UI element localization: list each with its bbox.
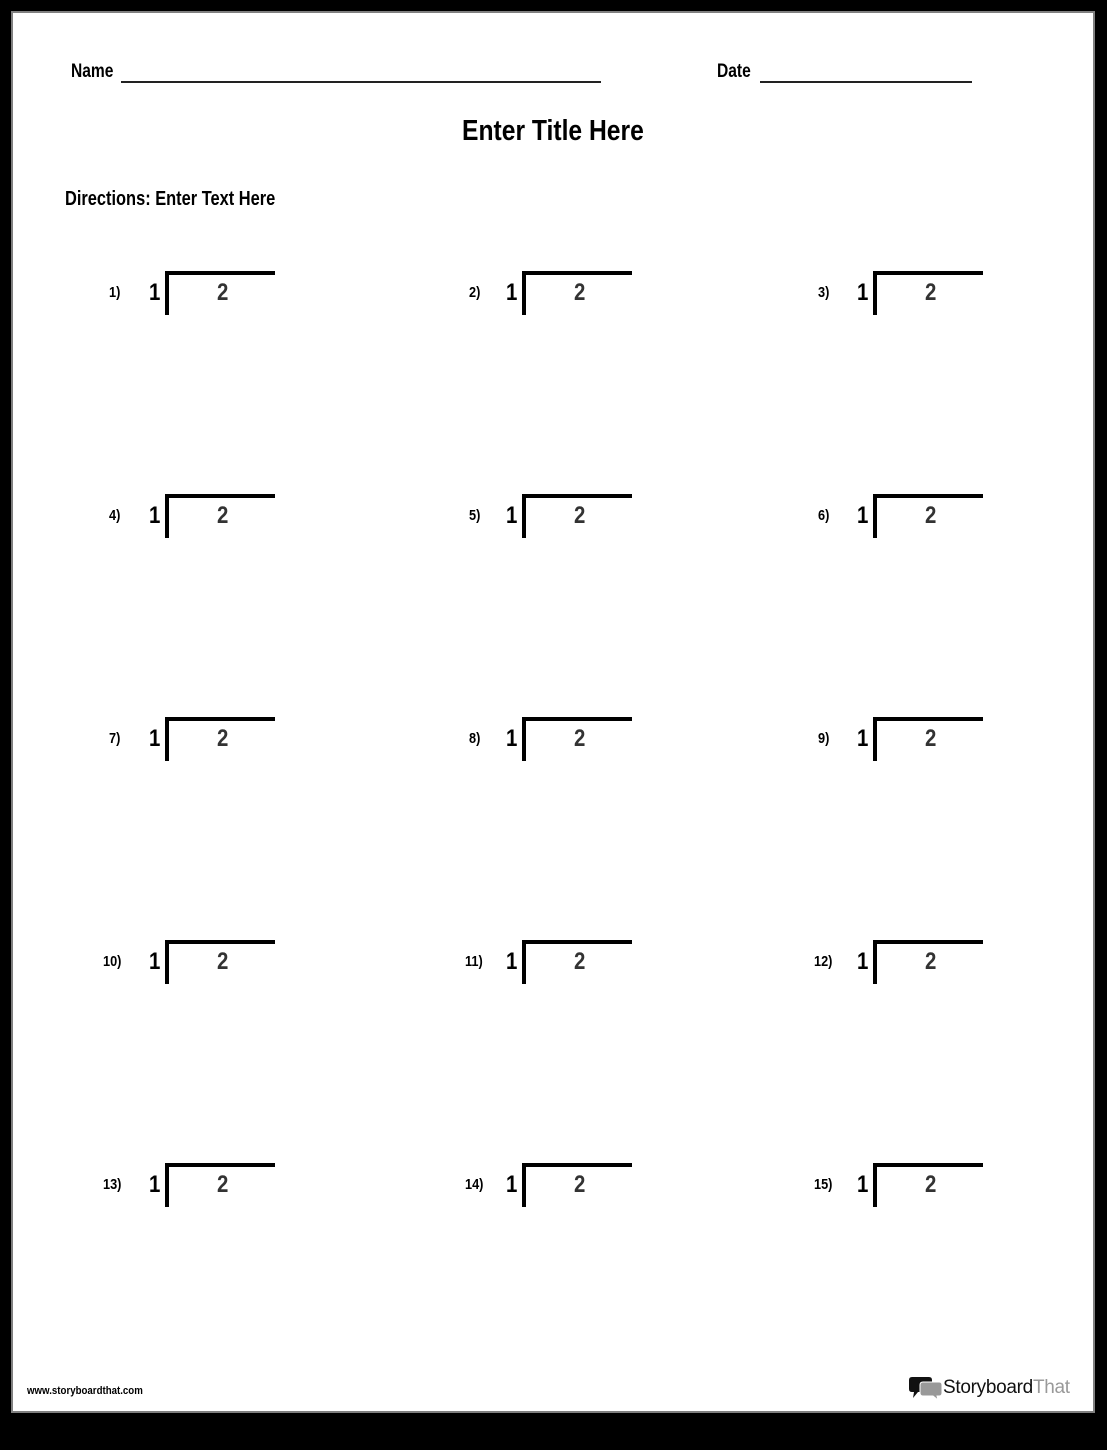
problem-number: 10) (103, 953, 122, 970)
divisor: 1 (149, 279, 161, 306)
problem-number: 8) (469, 730, 481, 747)
divisor: 1 (506, 948, 518, 975)
worksheet-title (13, 115, 1093, 148)
problem-number: 7) (109, 730, 121, 747)
name-label: Name (71, 61, 114, 82)
problem-number: 9) (818, 730, 830, 747)
dividend: 2 (925, 502, 937, 529)
divisor: 1 (149, 948, 161, 975)
dividend: 2 (217, 725, 229, 752)
brand-name (943, 1377, 1070, 1399)
problem-number: 3) (818, 284, 830, 301)
date-label: Date (717, 61, 751, 82)
divisor: 1 (149, 502, 161, 529)
dividend: 2 (574, 725, 586, 752)
divisor: 1 (857, 1171, 869, 1198)
storyboardthat-logo (909, 1375, 1070, 1401)
division-problem (13, 940, 1093, 990)
divisor: 1 (857, 948, 869, 975)
problem-number: 11) (465, 953, 483, 970)
divisor: 1 (506, 279, 518, 306)
divisor: 1 (857, 725, 869, 752)
divisor: 1 (506, 502, 518, 529)
dividend: 2 (925, 948, 937, 975)
brand-name-accent: That (1032, 1377, 1070, 1398)
dividend: 2 (217, 502, 229, 529)
divisor: 1 (857, 502, 869, 529)
problem-number: 4) (109, 507, 121, 524)
dividend: 2 (574, 502, 586, 529)
footer-url: www.storyboardthat.com (27, 1385, 143, 1397)
division-problem (13, 717, 1093, 767)
problem-number: 13) (103, 1176, 122, 1193)
speech-bubbles-icon (909, 1375, 943, 1401)
dividend: 2 (574, 948, 586, 975)
division-problem (13, 494, 1093, 544)
division-problem (13, 271, 1093, 321)
date-field-line[interactable] (760, 81, 972, 83)
divisor: 1 (149, 725, 161, 752)
brand-name-main: Storyboard (943, 1377, 1033, 1398)
problem-number: 5) (469, 507, 481, 524)
dividend: 2 (925, 1171, 937, 1198)
worksheet-title-text: Enter Title Here (462, 115, 644, 147)
dividend: 2 (217, 279, 229, 306)
dividend: 2 (925, 725, 937, 752)
directions-text: Directions: Enter Text Here (65, 188, 276, 210)
worksheet-page (11, 11, 1095, 1413)
divisor: 1 (506, 1171, 518, 1198)
dividend: 2 (574, 1171, 586, 1198)
division-problem (13, 1163, 1093, 1213)
problem-number: 2) (469, 284, 481, 301)
divisor: 1 (149, 1171, 161, 1198)
problem-number: 12) (814, 953, 833, 970)
problem-number: 6) (818, 507, 830, 524)
problem-number: 14) (465, 1176, 484, 1193)
name-field-line[interactable] (121, 81, 601, 83)
dividend: 2 (217, 1171, 229, 1198)
problem-number: 15) (814, 1176, 833, 1193)
dividend: 2 (925, 279, 937, 306)
problem-number: 1) (109, 284, 121, 301)
divisor: 1 (506, 725, 518, 752)
divisor: 1 (857, 279, 869, 306)
dividend: 2 (574, 279, 586, 306)
dividend: 2 (217, 948, 229, 975)
